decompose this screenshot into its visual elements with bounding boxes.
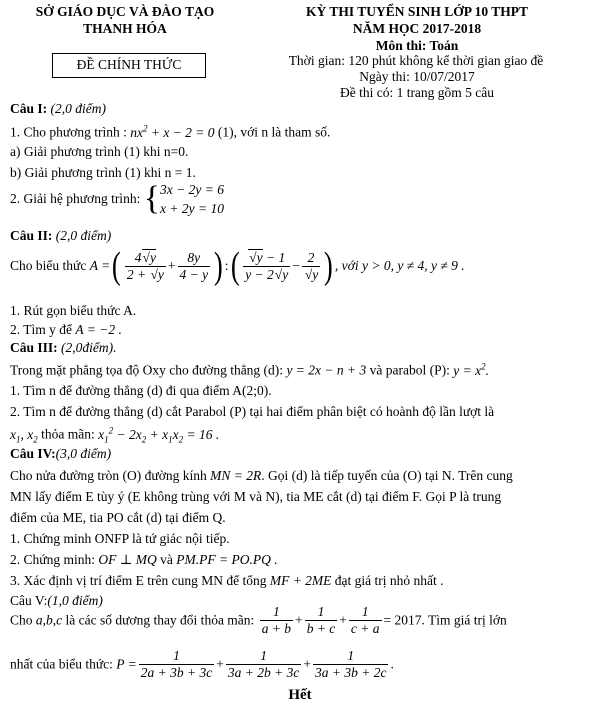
- page-count: Đề thi có: 1 trang gồm 5 câu: [339, 85, 495, 100]
- q4-line3: điểm của ME, tia PO cắt (d) tại điểm Q.: [10, 510, 226, 525]
- exam-title: KỲ THI TUYỂN SINH LỚP 10 THPT: [305, 4, 529, 19]
- exam-date: Ngày thi: 10/07/2017: [359, 69, 475, 84]
- end-marker: Hết: [288, 687, 312, 703]
- time-limit: Thời gian: 120 phút không kể thời gian giao đề: [288, 53, 544, 68]
- q3-intro: Trong mặt phẳng tọa độ Oxy cho đường thẳng (d): y = 2x − n + 3 và parabol (P): $y = x^2$.: [10, 361, 489, 378]
- q4-s3: 3. Xác định vị trí điểm E trên cung MN để tổng MF + 2ME đạt giá trị nhỏ nhất .: [10, 573, 444, 588]
- subject: Môn thi: Toán: [375, 38, 459, 53]
- q3-s2: 2. Tìm n để đường thẳng (d) cắt Parabol (P) tại hai điểm phân biệt có hoành độ lần lượt là: [10, 404, 495, 419]
- q3-heading: Câu III: (2,0điểm).: [10, 340, 117, 355]
- q5-expression: nhất của biểu thức: P = $\frac{1}{2a + 3b + 3c}$ + $\frac{1}{3a + 2b + 3c}$ + $\frac{1}{3a + 3b + 2c}$ .: [10, 648, 394, 680]
- q3-s1: 1. Tìm n để đường thẳng (d) đi qua điểm A(2;0).: [10, 383, 272, 398]
- q2-heading: Câu II: (2,0 điểm): [10, 228, 112, 243]
- q1-heading: Câu I: (2,0 điểm): [10, 101, 106, 116]
- q1-a: a) Giải phương trình (1) khi n=0.: [10, 144, 189, 159]
- q4-s1: 1. Chứng minh ONFP là tứ giác nội tiếp.: [10, 531, 230, 546]
- q1-b: b) Giải phương trình (1) khi n = 1.: [10, 165, 196, 180]
- q2-expression: Cho biểu thức A =( $\frac{4√y}{2 + √y}$ + $\frac{8y}{4 - y}$ ) :( $\frac{√y - 1}{y - 2√y}$ − $\frac{2}{√y}$ ) , với y > 0, y ≠ 4, y ≠ 9 .: [10, 245, 465, 287]
- q4-s2: 2. Chứng minh: OF ⊥ MQ và PM.PF = PO.PQ .: [10, 552, 278, 567]
- q1-system: 2. Giải hệ phương trình: {3x − 2y = 6 x + 2y = 10: [10, 180, 224, 217]
- q5-condition: Cho a,b,c là các số dương thay đổi thỏa mãn: $\frac{1}{a + b}$ + $\frac{1}{b + c}$ + $\frac{1}{c + a}$ = 2017. Tìm giá trị lớn: [10, 604, 507, 636]
- q3-s2-condition: $x_1$, $x_2$ thỏa mãn: $x_1^2 - 2x_2 + x_1x_2 = 16$ .: [10, 425, 220, 445]
- q2-s2: 2. Tìm y để A = −2 .: [10, 322, 122, 337]
- official-label: ĐỀ CHÍNH THỨC: [76, 57, 182, 72]
- q2-s1: 1. Rút gọn biểu thức A.: [10, 303, 137, 318]
- q4-heading: Câu IV:(3,0 điểm): [10, 446, 112, 461]
- q4-line2: MN lấy điểm E tùy ý (E không trùng với M và N), tia ME cắt (d) tại điểm F. Gọi P là trung: [10, 489, 502, 504]
- q4-line1: Cho nửa đường tròn (O) đường kính MN = 2R. Gọi (d) là tiếp tuyến của (O) tại N. Trên cung: [10, 468, 513, 483]
- q1-part1: 1. Cho phương trình : $nx^2 + x - 2 = 0$ (1), với n là tham số.: [10, 123, 331, 140]
- school-year: NĂM HỌC 2017-2018: [352, 21, 482, 36]
- department-name: SỞ GIÁO DỤC VÀ ĐÀO TẠO: [35, 4, 215, 19]
- province-name: THANH HÓA: [83, 21, 167, 36]
- q5-heading: Câu V:(1,0 điểm): [10, 593, 103, 608]
